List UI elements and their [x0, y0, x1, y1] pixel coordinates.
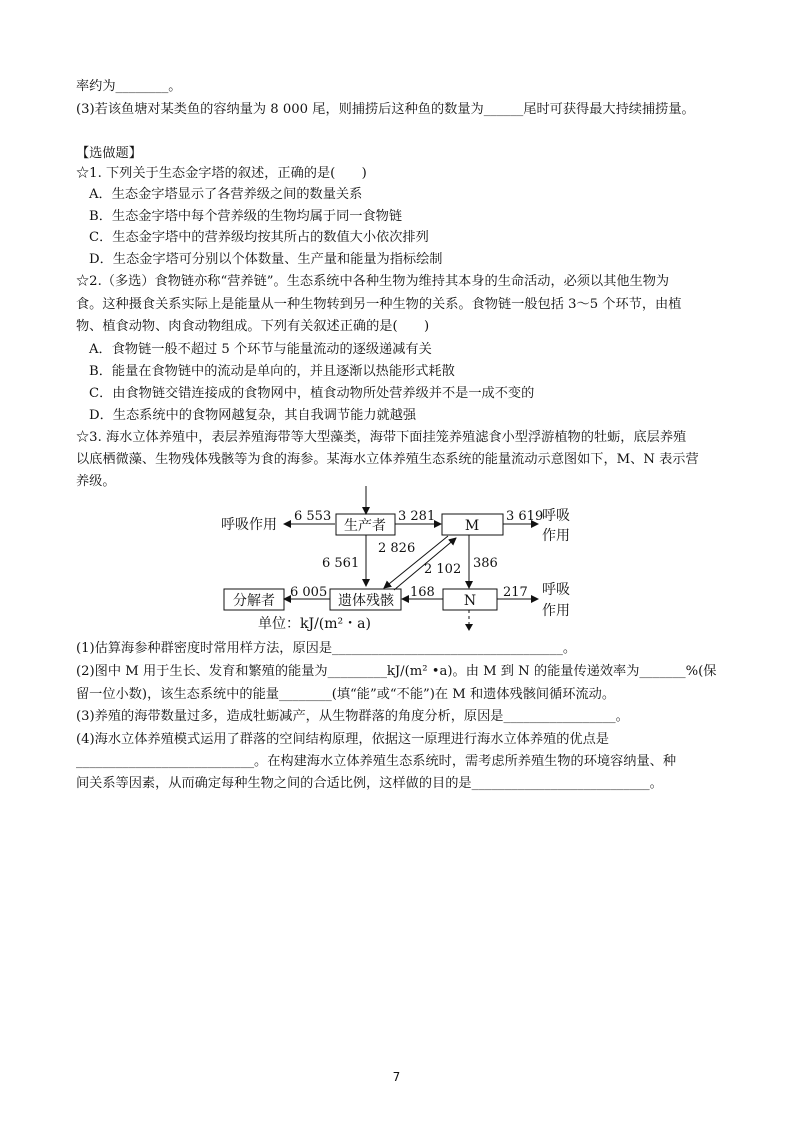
question-3-cont: 以底栖微藻、生物残体残骸等为食的海参。某海水立体养殖生态系统的能量流动示意图如下，M、N 表示营 — [76, 452, 699, 467]
question-2-cont: 食。这种摄食关系实际上是能量从一种生物转到另一种生物的关系。食物链一般包括 3～5 个环节，由植 — [76, 297, 682, 312]
page-number: 7 — [392, 1070, 401, 1084]
option-1d: D．生态金字塔可分别以个体数量、生产量和能量为指标绘制 — [89, 252, 443, 267]
value-label: 2 102 — [424, 562, 462, 577]
value-label: 3 619 — [506, 509, 544, 524]
remains-label: 遗体残骸 — [338, 593, 394, 609]
question-1: ☆1. 下列关于生态金字塔的叙述，正确的是( ) — [76, 166, 367, 181]
value-label: 217 — [503, 585, 528, 600]
question-2-cont: 物、植食动物、肉食动物组成。下列有关叙述正确的是( ) — [76, 319, 430, 334]
option-2d: D．生态系统中的食物网越复杂，其自我调节能力就越强 — [89, 408, 417, 423]
text-line: (3)若该鱼塘对某类鱼的容纳量为 8 000 尾，则捕捞后这种鱼的数量为______尾时可获得最大持续捕捞量。 — [76, 102, 695, 117]
option-1a: A．生态金字塔显示了各营养级之间的数量关系 — [89, 187, 363, 202]
value-label: 3 281 — [398, 509, 436, 524]
subquestion-2: (2)图中 M 用于生长、发育和繁殖的能量为_________kJ/(m² •a)。由 M 到 N 的能量传递效率为_______%(保 — [76, 664, 717, 679]
question-3: ☆3. 海水立体养殖中，表层养殖海带等大型藻类，海带下面挂笼养殖滤食小型浮游植物的牡蛎，底层养殖 — [76, 430, 687, 445]
subquestion-4-cont: ___________________________。在构建海水立体养殖生态系统时，需考虑所养殖生物的环境容纳量、种 — [76, 754, 677, 769]
value-label: 6 005 — [290, 585, 328, 600]
m-label: M — [464, 518, 480, 534]
option-1c: C．生态金字塔中的营养级均按其所占的数值大小依次排列 — [89, 230, 429, 245]
n-label: N — [463, 593, 477, 609]
option-2c: C．由食物链交错连接成的食物网中，植食动物所处营养级并不是一成不变的 — [89, 386, 535, 401]
value-label: 6 553 — [294, 509, 332, 524]
respiration-left: 呼吸作用 — [221, 517, 277, 533]
option-1b: B．生态金字塔中每个营养级的生物均属于同一食物链 — [89, 209, 403, 224]
respiration-n: 呼吸 — [542, 582, 570, 598]
value-label: 386 — [473, 556, 498, 571]
respiration-m: 作用 — [542, 528, 570, 544]
subquestion-2-cont: 留一位小数)，该生态系统中的能量________(填“能”或“不能”)在 M 和遗体残骸间循环流动。 — [76, 687, 616, 702]
value-label: 168 — [410, 585, 435, 600]
section-heading: 【选做题】 — [76, 146, 142, 161]
unit-label: 单位：kJ/(m²・a) — [258, 616, 371, 632]
value-label: 6 561 — [322, 556, 360, 571]
respiration-n: 作用 — [542, 603, 570, 619]
subquestion-3: (3)养殖的海带数量过多，造成牡蛎减产，从生物群落的角度分析，原因是_________________。 — [76, 709, 629, 724]
producer-label: 生产者 — [344, 518, 386, 534]
decomposer-label: 分解者 — [233, 593, 275, 609]
option-2b: B．能量在食物链中的流动是单向的，并且逐渐以热能形式耗散 — [89, 364, 455, 379]
subquestion-4: (4)海水立体养殖模式运用了群落的空间结构原理，依据这一原理进行海水立体养殖的优点是 — [76, 732, 609, 747]
respiration-m: 呼吸 — [542, 508, 570, 524]
question-2: ☆2.（多选）食物链亦称“营养链”。生态系统中各种生物为维持其本身的生命活动，必须以其他生物为 — [76, 274, 670, 289]
option-2a: A．食物链一般不超过 5 个环节与能量流动的逐级递减有关 — [89, 342, 432, 357]
subquestion-1: (1)估算海参种群密度时常用样方法，原因是___________________________________。 — [76, 641, 577, 656]
question-3-cont: 养级。 — [76, 474, 116, 489]
value-label: 2 826 — [378, 541, 416, 556]
text-line: 率约为________。 — [76, 79, 182, 94]
subquestion-4-cont: 间关系等因素，从而确定每种生物之间的合适比例，这样做的目的是___________________________。 — [76, 776, 663, 791]
